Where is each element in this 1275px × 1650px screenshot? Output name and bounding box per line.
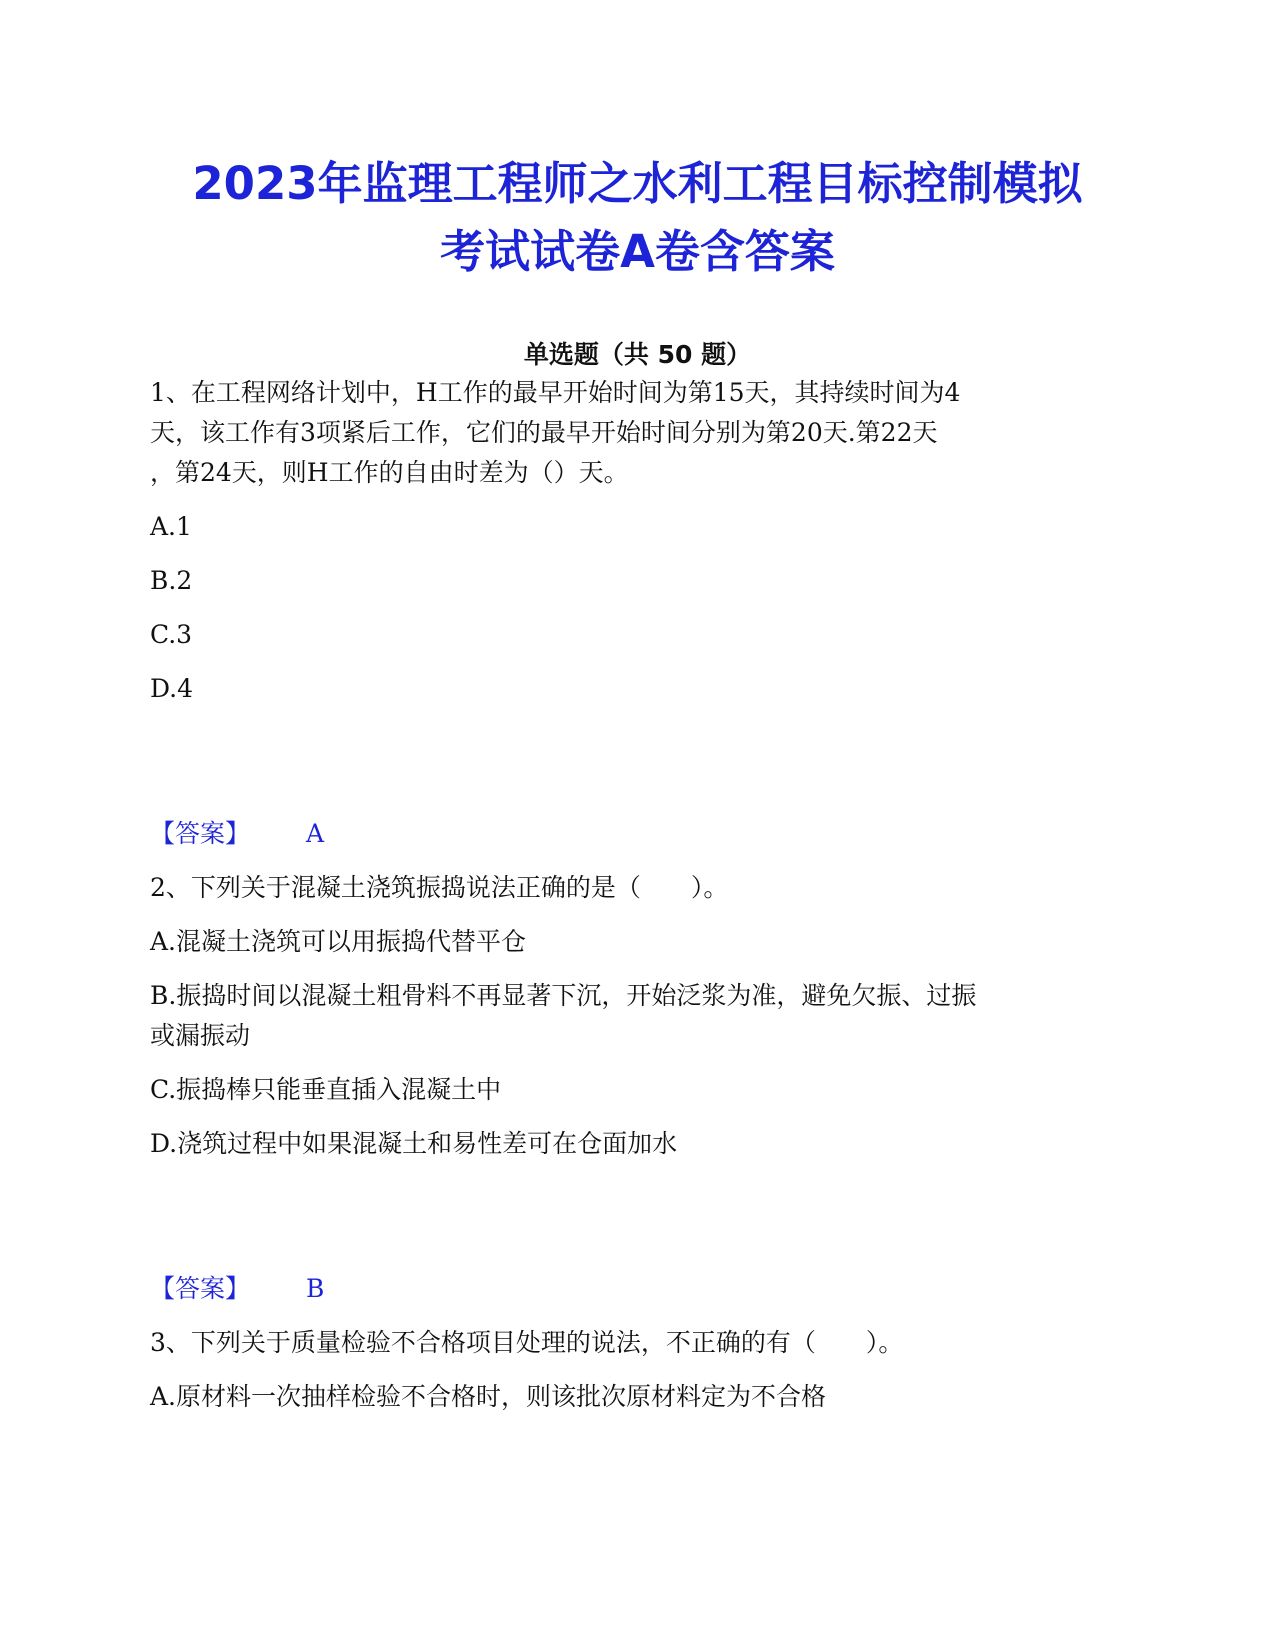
- question-3-stem: 3、下列关于质量检验不合格项目处理的说法，不正确的有（ ）。: [150, 1328, 904, 1357]
- question-1-stem-line-3: ，第24天，则H工作的自由时差为（）天。: [150, 458, 629, 487]
- question-2-option-b-line-2: 或漏振动: [150, 1021, 251, 1050]
- question-1-stem-line-1: 1、在工程网络计划中，H工作的最早开始时间为第15天，其持续时间为4: [150, 378, 961, 407]
- question-2-option-d: D.浇筑过程中如果混凝土和易性差可在仓面加水: [150, 1129, 678, 1158]
- question-2-stem: 2、下列关于混凝土浇筑振捣说法正确的是（ ）。: [150, 873, 729, 902]
- question-1-option-d: D.4: [150, 674, 194, 703]
- question-2-answer: [150, 1269, 324, 1309]
- question-1-answer: [150, 814, 324, 854]
- section-heading: 单选题（共 50 题）: [523, 340, 752, 369]
- question-1-stem-line-2: 天，该工作有3项紧后工作，它们的最早开始时间分别为第20天.第22天: [150, 418, 938, 447]
- answer-label: 【答案】: [150, 1274, 251, 1303]
- title-line-2: 考试试卷A卷含答案: [440, 225, 835, 278]
- answer-value: B: [306, 1274, 325, 1303]
- question-2-option-c: C.振捣棒只能垂直插入混凝土中: [150, 1075, 502, 1104]
- question-1-option-b: B.2: [150, 566, 193, 595]
- question-1-option-c: C.3: [150, 620, 193, 649]
- answer-label: 【答案】: [150, 819, 251, 848]
- document-title: [100, 150, 1175, 286]
- question-1-option-a: A.1: [150, 512, 192, 541]
- answer-value: A: [306, 819, 325, 848]
- title-line-1: 2023年监理工程师之水利工程目标控制模拟: [192, 157, 1083, 210]
- question-2-option-a: A.混凝土浇筑可以用振捣代替平仓: [150, 927, 527, 956]
- question-2-option-b-line-1: B.振捣时间以混凝土粗骨料不再显著下沉，开始泛浆为准，避免欠振、过振: [150, 981, 977, 1010]
- question-3-option-a: A.原材料一次抽样检验不合格时，则该批次原材料定为不合格: [150, 1382, 827, 1411]
